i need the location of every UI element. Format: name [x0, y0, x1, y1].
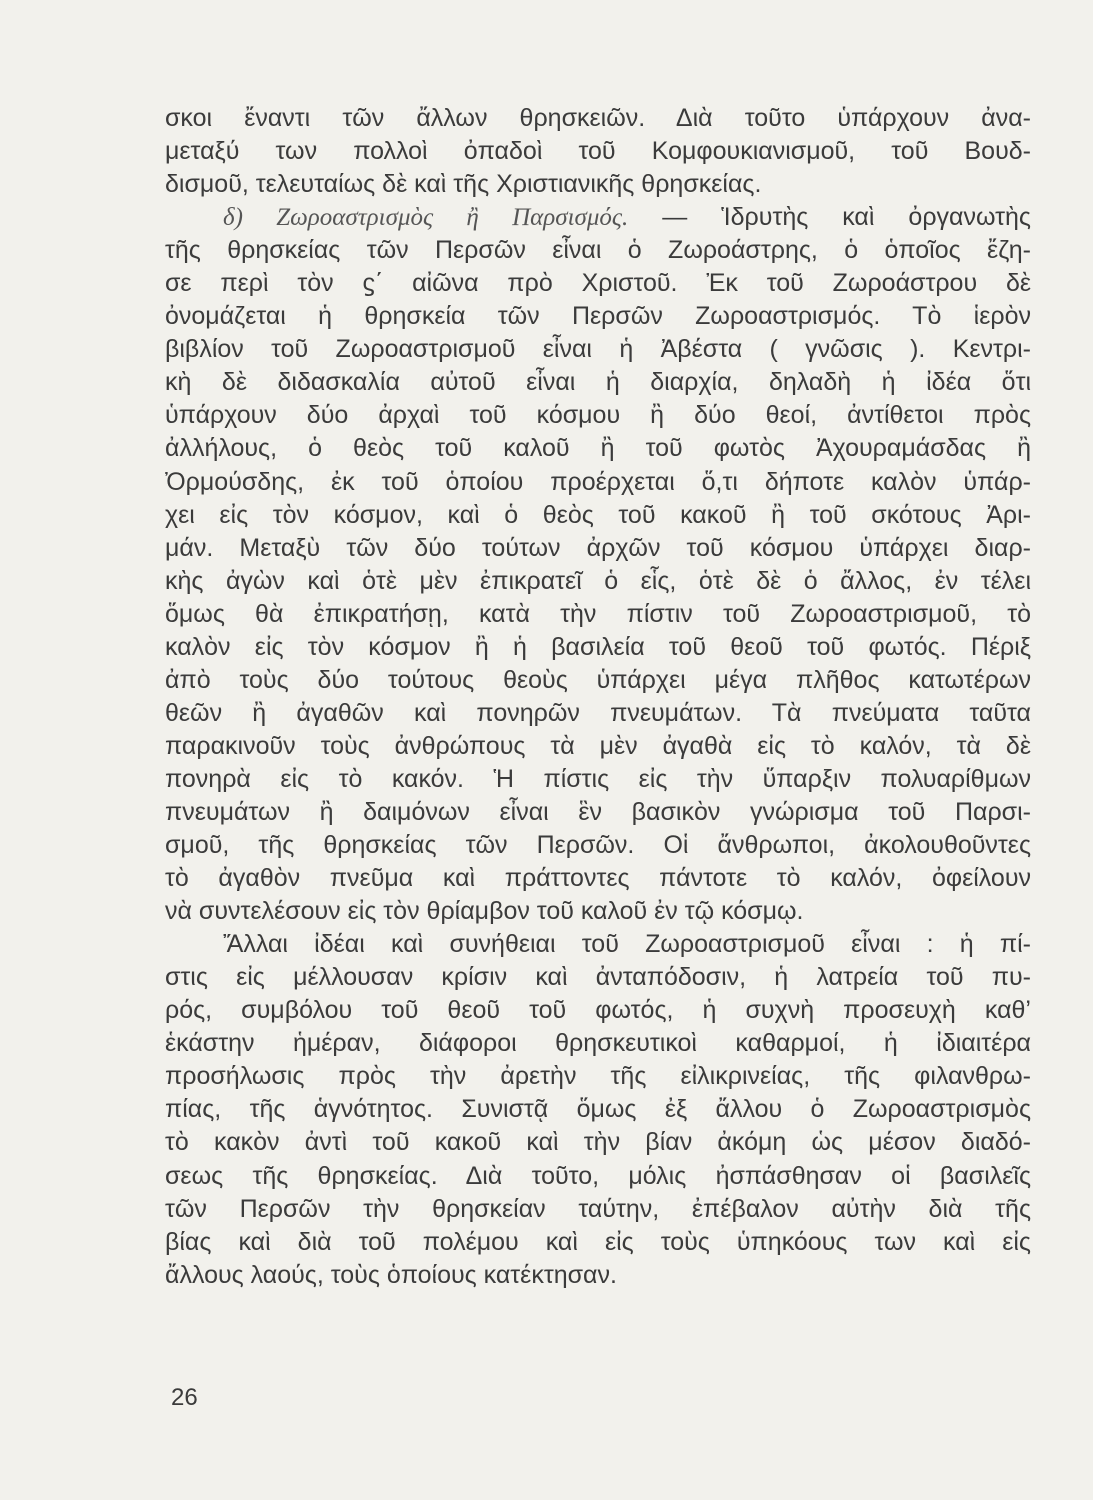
section-heading: δ) Ζωροαστρισμὸς ἢ Παρσισμός.	[223, 204, 629, 232]
text-line: βίας καὶ διὰ τοῦ πολέμου καὶ εἰς τοὺς ὑπηκόους των καὶ εἰς	[165, 1227, 1031, 1256]
text-line: στις εἰς μέλλουσαν κρίσιν καὶ ἀνταπόδοσιν, ἡ λατρεία τοῦ πυ-	[165, 963, 1031, 992]
text-line: νὰ συντελέσουν εἰς τὸν θρίαμβον τοῦ καλοῦ ἐν τῷ κόσμῳ.	[165, 897, 804, 926]
text-line: παρακινοῦν τοὺς ἀνθρώπους τὰ μὲν ἀγαθὰ εἰς τὸ καλόν, τὰ δὲ	[165, 731, 1031, 760]
paragraph	[165, 201, 1031, 928]
text-line: Ὀρμούσδης, ἐκ τοῦ ὁποίου προέρχεται ὅ,τι δήποτε καλὸν ὑπάρ-	[165, 467, 1031, 496]
text-line: δισμοῦ, τελευταίως δὲ καὶ τῆς Χριστιανικῆς θρησκείας.	[165, 170, 762, 199]
text-line: Ἄλλαι ἰδέαι καὶ συνήθειαι τοῦ Ζωροαστρισμοῦ εἶναι : ἡ πί-	[223, 930, 1031, 959]
text-line: θεῶν ἢ ἀγαθῶν καὶ πονηρῶν πνευμάτων. Τὰ πνεύματα ταῦτα	[165, 698, 1031, 727]
paragraph	[165, 102, 1031, 201]
text-line: πονηρὰ εἰς τὸ κακόν. Ἡ πίστις εἰς τὴν ὕπαρξιν πολυαρίθμων	[165, 764, 1031, 793]
text-line: κὴς ἀγὼν καὶ ὁτὲ μὲν ἐπικρατεῖ ὁ εἷς, ὁτὲ δὲ ὁ ἄλλος, ἐν τέλει	[165, 566, 1031, 595]
text-line: προσήλωσις πρὸς τὴν ἀρετὴν τῆς εἰλικρινείας, τῆς φιλανθρω-	[165, 1062, 1031, 1091]
text-line: καλὸν εἰς τὸν κόσμον ἢ ἡ βασιλεία τοῦ θεοῦ τοῦ φωτός. Πέριξ	[165, 632, 1031, 661]
page-body	[165, 102, 1031, 1292]
text-line: πίας, τῆς ἁγνότητος. Συνιστᾷ ὅμως ἐξ ἄλλου ὁ Ζωροαστρισμὸς	[165, 1095, 1031, 1124]
text-line	[165, 201, 1031, 234]
text-line: σεως τῆς θρησκείας. Διὰ τοῦτο, μόλις ἠσπάσθησαν οἱ βασιλεῖς	[165, 1161, 1031, 1190]
text-line: κὴ δὲ διδασκαλία αὐτοῦ εἶναι ἡ διαρχία, δηλαδὴ ἡ ἰδέα ὅτι	[165, 368, 1031, 397]
text-line: ἀλλήλους, ὁ θεὸς τοῦ καλοῦ ἢ τοῦ φωτὸς Ἀχουραμάσδας ἢ	[165, 434, 1031, 463]
text-line: σε περὶ τὸν ϛ΄ αἰῶνα πρὸ Χριστοῦ. Ἐκ τοῦ Ζωροάστρου δὲ	[165, 269, 1031, 298]
text-line: σμοῦ, τῆς θρησκείας τῶν Περσῶν. Οἱ ἄνθρωποι, ἀκολουθοῦντες	[165, 831, 1031, 860]
text-line: μεταξύ των πολλοὶ ὀπαδοὶ τοῦ Κομφουκιανισμοῦ, τοῦ Βουδ-	[165, 137, 1031, 166]
text-line: χει εἰς τὸν κόσμον, καὶ ὁ θεὸς τοῦ κακοῦ ἢ τοῦ σκότους Ἀρι-	[165, 500, 1031, 529]
text-line: ὀνομάζεται ἡ θρησκεία τῶν Περσῶν Ζωροαστρισμός. Τὸ ἱερὸν	[165, 302, 1031, 331]
text-line: ὑπάρχουν δύο ἀρχαὶ τοῦ κόσμου ἢ δύο θεοί, ἀντίθετοι πρὸς	[165, 401, 1031, 430]
text-line: ρός, συμβόλου τοῦ θεοῦ τοῦ φωτός, ἡ συχνὴ προσευχὴ καθ’	[165, 996, 1031, 1025]
text-line: ἑκάστην ἡμέραν, διάφοροι θρησκευτικοὶ καθαρμοί, ἡ ἰδιαιτέρα	[165, 1029, 1031, 1058]
text-line: σκοι ἔναντι τῶν ἄλλων θρησκειῶν. Διὰ τοῦτο ὑπάρχουν ἀνα-	[165, 104, 1031, 132]
text-line: τὸ ἀγαθὸν πνεῦμα καὶ πράττοντες πάντοτε τὸ καλόν, ὀφείλουν	[165, 864, 1031, 893]
text-line: τὸ κακὸν ἀντὶ τοῦ κακοῦ καὶ τὴν βίαν ἀκόμη ὡς μέσον διαδό-	[165, 1128, 1031, 1157]
text-line: ὅμως θὰ ἐπικρατήσῃ, κατὰ τὴν πίστιν τοῦ Ζωροαστρισμοῦ, τὸ	[165, 599, 1031, 628]
text-line: μάν. Μεταξὺ τῶν δύο τούτων ἀρχῶν τοῦ κόσμου ὑπάρχει διαρ-	[165, 533, 1031, 562]
text-span: — Ἱδρυτὴς καὶ ὀργανωτὴς	[662, 203, 1031, 232]
paragraph	[165, 928, 1031, 1292]
text-line: ἀπὸ τοὺς δύο τούτους θεοὺς ὑπάρχει μέγα πλῆθος κατωτέρων	[165, 665, 1031, 694]
page-number: 26	[171, 1384, 198, 1411]
text-line: ἄλλους λαούς, τοὺς ὁποίους κατέκτησαν.	[165, 1260, 617, 1289]
text-line: πνευμάτων ἢ δαιμόνων εἶναι ἓν βασικὸν γνώρισμα τοῦ Παρσι-	[165, 797, 1031, 826]
text-line: τῶν Περσῶν τὴν θρησκείαν ταύτην, ἐπέβαλον αὐτὴν διὰ τῆς	[165, 1194, 1031, 1223]
text-line: τῆς θρησκείας τῶν Περσῶν εἶναι ὁ Ζωροάστρης, ὁ ὁποῖος ἔζη-	[165, 236, 1031, 265]
text-line: βιβλίον τοῦ Ζωροαστρισμοῦ εἶναι ἡ Ἀβέστα ( γνῶσις ). Κεντρι-	[165, 335, 1031, 364]
